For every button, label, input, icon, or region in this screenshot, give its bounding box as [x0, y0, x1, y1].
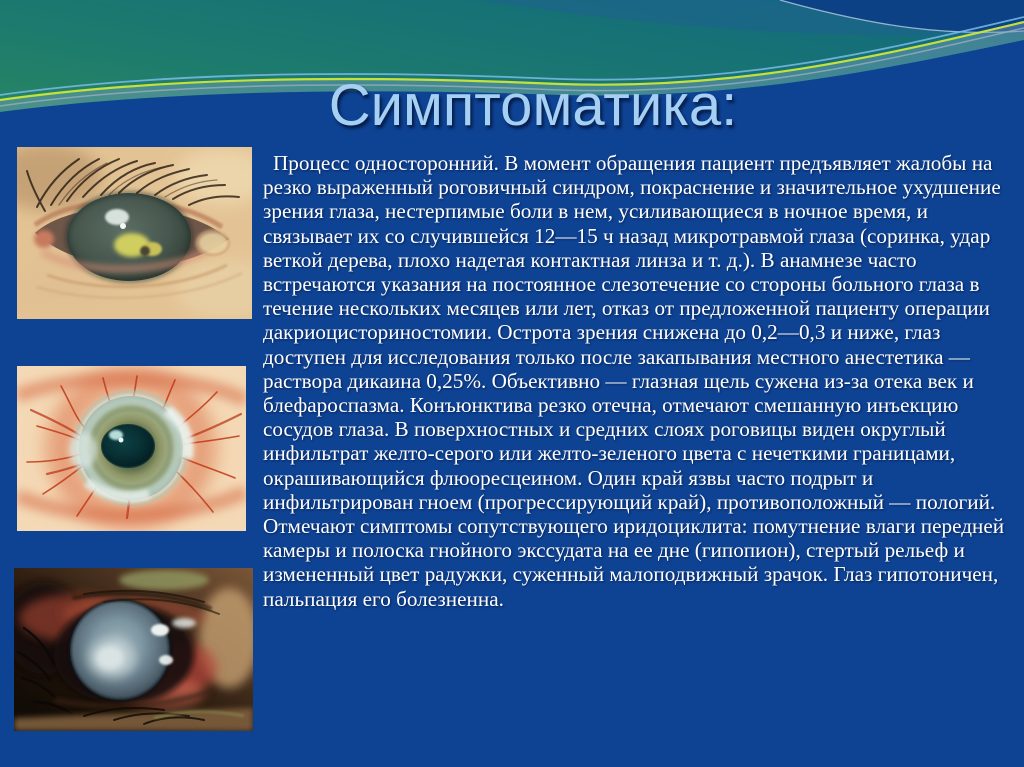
- eye-photo-1-image: [17, 147, 252, 319]
- eye-photo-3-image: [14, 568, 253, 731]
- eye-photo-2: [17, 366, 246, 531]
- slide-title: Симптоматика:: [328, 73, 738, 138]
- eye-photo-3: [14, 568, 253, 731]
- slide-body-text: Процесс односторонний. В момент обращения пациент предъявляет жалобы на резко выраженный роговичный синдром, покраснение и значительное ухудшение зрения глаза, нестерпимые боли в нем, усиливающиеся в ночное время, и связывает их со случившейся 12—15 ч назад микротравмой глаза (соринка, удар веткой дерева, плохо надетая контактная линза и т. д.). В анамнезе часто встречаются указания на постоянное слезотечение со стороны больного глаза в течение нескольких месяцев или лет, отказ от предложенной пациенту операции дакриоцисториностомии. Острота зрения снижена до 0,2—0,3 и ниже, глаз доступен для исследования только после закапывания местного анестетика — раствора дикаина 0,25%. Объективно — глазная щель сужена из-за отека век и блефароспазма. Конъюнктива резко отечна, отмечают смешанную инъекцию сосудов глаза. В поверхностных и средних слоях роговицы виден округлый инфильтрат желто-серого или желто-зеленого цвета с нечеткими границами, окрашивающийся флюоресцеином. Один край язвы часто подрыт и инфильтрирован гноем (прогрессирующий край), противоположный — пологий. Отмечают симптомы сопутствующего иридоциклита: помутнение влаги передней камеры и полоска гнойного экссудата на ее дне (гипопион), стертый рельеф и измененный цвет радужки, суженный малоподвижный зрачок. Глаз гипотоничен, пальпация его болезненна.: [263, 151, 1005, 611]
- eye-photo-2-image: [17, 366, 246, 531]
- eye-photo-1: [17, 147, 252, 319]
